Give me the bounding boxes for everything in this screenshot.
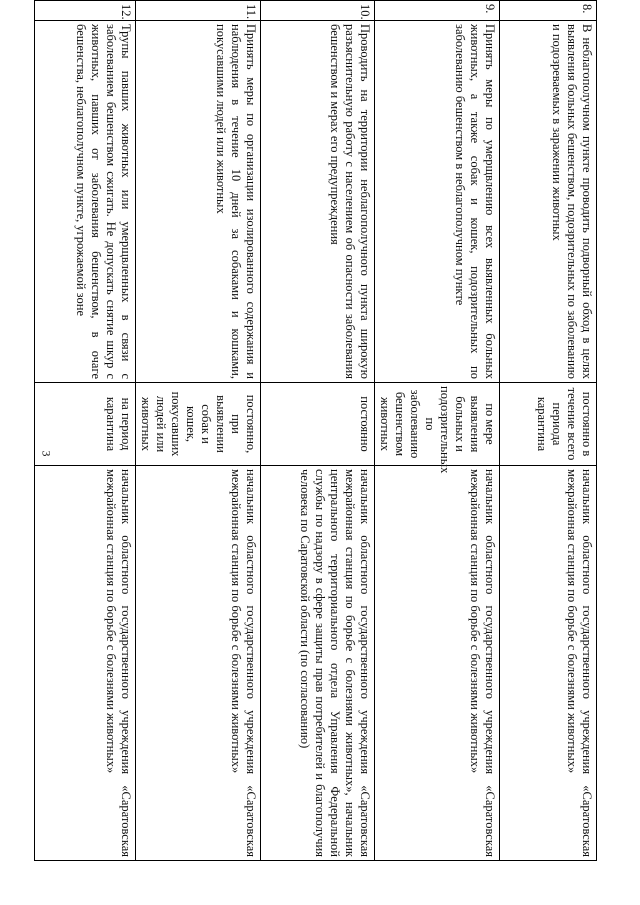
table-row [500, 1, 597, 861]
row-number: 9. [375, 1, 500, 21]
row-number: 12. [35, 1, 136, 21]
responsible-cell: начальник областного государственного учреждения «Саратовская межрайонная станция по борьбе с болезнями животных» [500, 466, 597, 861]
table-row [375, 1, 500, 861]
responsible-cell: начальник областного государственного учреждения «Саратовская межрайонная станция по борьбе с болезнями животных» [136, 466, 261, 861]
action-cell: Принять меры по умерщвлению всех выявленных больных животных, а также собак и кошек, подозрительных по заболеванию бешенством в неблагополучном пункте [375, 21, 500, 383]
action-cell: Принять меры по организации изолированного содержания и наблюдения в течение 10 дней за собаками и кошками, покусавшими людей или животных [136, 21, 261, 383]
table-row [261, 1, 375, 861]
responsible-cell: начальник областного государственного учреждения «Саратовская межрайонная станция по борьбе с болезнями животных», начальник центрального территориального отдела Управления Федеральной службы по надзору в сфере защиты прав потребителей и благополучия человека по Саратовской области (по согласованию) [261, 466, 375, 861]
term-cell: по мере выявления больных и подозрительных по заболеванию бешенством животных [375, 383, 500, 466]
action-cell: Проводить на территории неблагополучного пункта широкую разъяснительную работу с населением об опасности заболевания бешенством и мерах его предупреждения [261, 21, 375, 383]
term-cell: постоянно [261, 383, 375, 466]
term-cell: постоянно, при выявлении собак и кошек, покусавших людей или животных [136, 383, 261, 466]
row-number: 8. [500, 1, 597, 21]
action-cell: В неблагополучном пункте проводить подворный обход в целях выявления больных бешенством, подозрительных по заболеванию и подозреваемых в заражении животных [500, 21, 597, 383]
table-row [35, 1, 136, 861]
row-number: 10. [261, 1, 375, 21]
term-cell: постоянно в течение всего периода карантина [500, 383, 597, 466]
rotated-table-wrapper [74, 0, 597, 860]
responsible-cell: начальник областного государственного учреждения «Саратовская межрайонная станция по борьбе с болезнями животных» [375, 466, 500, 861]
responsible-cell: начальник областного государственного учреждения «Саратовская межрайонная станция по борьбе с болезнями животных» [35, 466, 136, 861]
measures-table [34, 0, 597, 861]
page-number: 3 [39, 450, 54, 457]
table-row [136, 1, 261, 861]
term-cell: на период карантина [35, 383, 136, 466]
row-number: 11. [136, 1, 261, 21]
action-cell: Трупы павших животных или умерщвленных в связи с заболеванием бешенством сжигать. Не допускать снятие шкур с животных, павших от заболевания бешенством, в очаге бешенства, неблагополучном пункте, угрожаемой зоне [35, 21, 136, 383]
